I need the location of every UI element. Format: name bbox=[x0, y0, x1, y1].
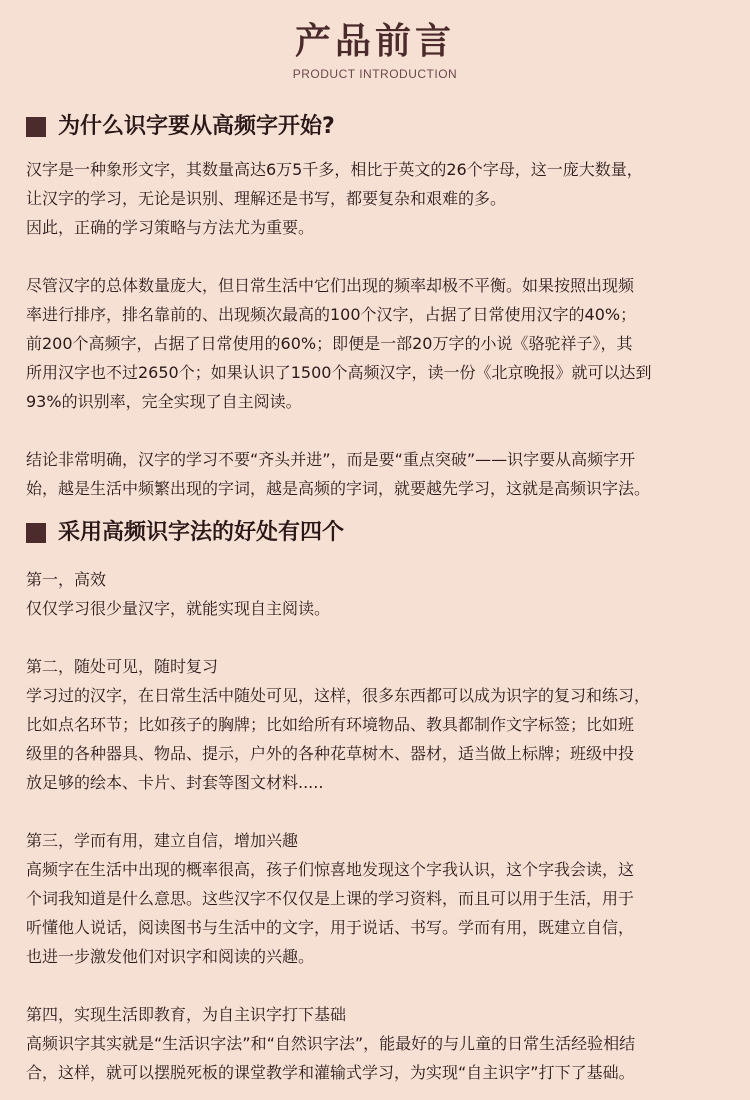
paragraph-line: 汉字是一种象形文字，其数量高达6万5千多，相比于英文的26个字母，这一庞大数量， bbox=[26, 160, 643, 179]
square-bullet-icon bbox=[26, 117, 46, 137]
paragraph-line: 始，越是生活中频繁出现的字词，越是高频的字词，就要越先学习，这就是高频识字法。 bbox=[26, 479, 651, 498]
paragraph-line: 93%的识别率，完全实现了自主阅读。 bbox=[26, 392, 302, 411]
paragraph-line: 学习过的汉字，在日常生活中随处可见，这样，很多东西都可以成为识字的复习和练习， bbox=[26, 686, 651, 705]
point-title: 第一，高效 bbox=[26, 570, 107, 589]
section-heading-benefits bbox=[26, 518, 344, 548]
paragraph-line: 让汉字的学习，无论是识别、理解还是书写，都要复杂和艰难的多。 bbox=[26, 189, 507, 208]
paragraph-line: 前200个高频字，占据了日常使用的60%；即便是一部20万字的小说《骆驼祥子》，其 bbox=[26, 334, 633, 353]
paragraph-line: 尽管汉字的总体数量庞大，但日常生活中它们出现的频率却极不平衡。如果按照出现频 bbox=[26, 276, 635, 295]
section-heading-why bbox=[26, 112, 335, 142]
paragraph-line: 高频识字其实就是“生活识字法”和“自然识字法”，能最好的与儿童的日常生活经验相结 bbox=[26, 1034, 636, 1053]
section-heading-text: 为什么识字要从高频字开始? bbox=[58, 114, 335, 139]
paragraph-line: 所用汉字也不过2650个；如果认识了1500个高频汉字，读一份《北京晚报》就可以达到 bbox=[26, 363, 652, 382]
paragraph-line: 结论非常明确，汉字的学习不要“齐头并进”，而是要“重点突破”——识字要从高频字开 bbox=[26, 450, 636, 469]
section1-content bbox=[26, 155, 726, 503]
paragraph-line: 听懂他人说话，阅读图书与生活中的文字，用于说话、书写。学而有用，既建立自信， bbox=[26, 918, 635, 937]
paragraph-line: 个词我知道是什么意思。这些汉字不仅仅是上课的学习资料，而且可以用于生活，用于 bbox=[26, 889, 635, 908]
section-heading-text: 采用高频识字法的好处有四个 bbox=[58, 520, 345, 545]
page-title: 产品前言 bbox=[294, 21, 455, 62]
section2-content bbox=[26, 565, 726, 1087]
paragraph-line: 级里的各种器具、物品、提示，户外的各种花草树木、器材，适当做上标牌；班级中投 bbox=[26, 744, 635, 763]
point-title: 第二，随处可见，随时复习 bbox=[26, 657, 219, 676]
paragraph-line: 比如点名环节；比如孩子的胸牌；比如给所有环境物品、教具都制作文字标签；比如班 bbox=[26, 715, 635, 734]
paragraph-line: 因此，正确的学习策略与方法尤为重要。 bbox=[26, 218, 315, 237]
paragraph-line: 放足够的绘本、卡片、封套等图文材料..... bbox=[26, 773, 324, 792]
paragraph-line: 仅仅学习很少量汉字，就能实现自主阅读。 bbox=[26, 599, 331, 618]
paragraph-line: 合，这样，就可以摆脱死板的课堂教学和灌输式学习，为实现“自主识字”打下了基础。 bbox=[26, 1063, 635, 1082]
paragraph-line: 也进一步激发他们对识字和阅读的兴趣。 bbox=[26, 947, 315, 966]
point-title: 第三，学而有用，建立自信，增加兴趣 bbox=[26, 831, 299, 850]
point-title: 第四，实现生活即教育，为自主识字打下基础 bbox=[26, 1005, 347, 1024]
square-bullet-icon bbox=[26, 523, 46, 543]
page-subtitle: PRODUCT INTRODUCTION bbox=[292, 67, 458, 81]
paragraph-line: 高频字在生活中出现的概率很高，孩子们惊喜地发现这个字我认识，这个字我会读，这 bbox=[26, 860, 635, 879]
page-header bbox=[0, 18, 750, 82]
paragraph-line: 率进行排序，排名靠前的、出现频次最高的100个汉字，占据了日常使用汉字的40%； bbox=[26, 305, 637, 324]
